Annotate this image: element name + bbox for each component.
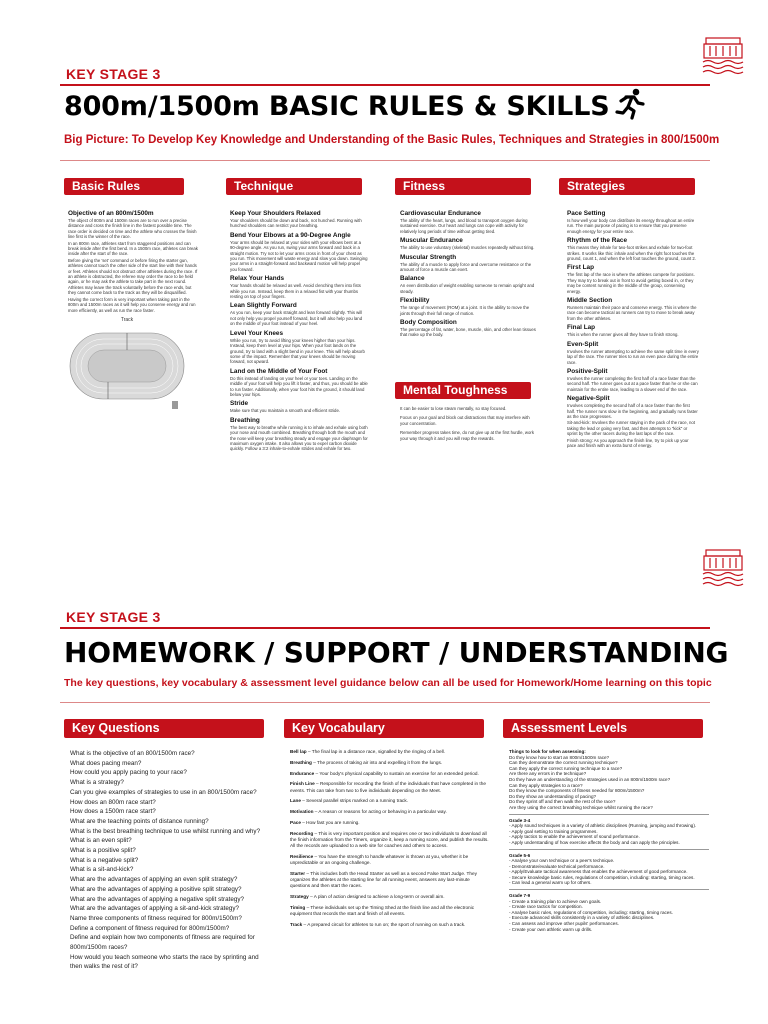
fitness-text: The ability to use voluntary (skeletal) muscles repeatedly without tiring. [400, 245, 535, 251]
vocabulary-item [290, 922, 490, 928]
strategy-text: This is when the runner gives all they have to finish strong. [567, 332, 679, 338]
technique-text: Make sure that you maintain a smooth and efficient stride. [230, 408, 341, 414]
key-question-item: What is the objective of an 800/1500m race? [70, 750, 195, 757]
key-question-item: What is a negative split? [70, 856, 139, 864]
vocabulary-term: Breathing [290, 759, 312, 765]
subtitle-divider [60, 160, 710, 161]
school-crest-icon [700, 36, 746, 78]
mental-toughness-column [400, 406, 536, 445]
key-stage-label-2: KEY STAGE 3 [66, 609, 161, 625]
key-question-item: What are the advantages of applying a negative split strategy? [70, 895, 244, 903]
key-question-item: What is a sit-and-kick? [70, 866, 134, 874]
technique-text: The best way to breathe while running is to inhale and exhale using both your nose and mouth combined. Breathing through both the mouth and the nose will keep your breathing steady and engage your diaphragm for maximum oxygen intake. It also allows you to expel carbon dioxide quickly. Follow a 3:2 inhale-to-exhale strides and exhale for two. [230, 424, 368, 452]
grade-criterion: - Apply goal setting to training programmes. [509, 828, 598, 834]
assessment-check-item: Can they apply strategies to a race? [509, 782, 583, 788]
basic-rules-text: In an 800m race, athletes start from staggered positions and can break inside after the first bend. In a 1500m race, athletes can break inside after the start of the race. [68, 240, 198, 257]
vocabulary-term: Lane [290, 798, 301, 804]
key-question-item: What are the teaching points of distance running? [70, 817, 209, 825]
grade-divider [509, 814, 709, 815]
vocabulary-definition: – The final lap in a distance race, signalled by the ringing of a bell. [306, 749, 445, 754]
assessment-check-item: Are they using the correct breathing technique whilst running the race? [509, 804, 653, 810]
technique-column [230, 207, 368, 453]
strategy-text: Involves the runner attempting to achieve the same split time in every lap of the race. The runner tries to run an even pace during the entire race. [567, 348, 699, 365]
vocabulary-term: Track [290, 921, 303, 927]
vocabulary-definition: – Several parallel strips marked on a running track. [300, 798, 409, 804]
grade-criterion: - Secure knowledge basic rules, regulations of competition, including: starting, timing races. [509, 874, 695, 880]
strategy-heading: Pace Setting [567, 210, 606, 217]
key-question-item: Define a component of fitness required for 800m/1500m? [70, 924, 230, 932]
strategy-text: Runners maintain their pace and conserve energy. This is where the race can become tactical as runners can try to move to break away from the other athletes. [567, 305, 697, 321]
technique-heading: Level Your Knees [230, 329, 284, 337]
vocabulary-term: Strategy [290, 894, 309, 900]
technique-heading: Land on the Middle of Your Foot [230, 367, 328, 375]
vocabulary-definition: – Responsible for recording the finish of the individuals that have completed in the events. This can take from two to five individuals depending on the Meet. [290, 781, 486, 793]
vocabulary-definition: – A reason or reasons for acting or behaving in a particular way. [313, 809, 447, 815]
grade-criterion: - Analyse your own technique or a peer's technique. [509, 858, 615, 864]
vocabulary-term: Timing [290, 904, 306, 910]
strategy-heading: Rhythm of the Race [567, 237, 628, 245]
basic-rules-header: Basic Rules [64, 178, 184, 195]
technique-heading: Stride [230, 400, 249, 408]
fitness-heading: Body Composition [400, 319, 457, 327]
homework-subtitle: The key questions, key vocabulary & assessment level guidance below can all be used for Homework/Home learning on this topic [64, 677, 712, 689]
technique-text: Do this instead of landing on your heel or your toes. Landing on the middle of your foot will help you lift it faster, and thus, you should be able to run faster. Additionally, when your foot hits the ground, it should land below your hips. [230, 375, 368, 397]
technique-heading: Breathing [230, 416, 260, 424]
key-question-item: What are the advantages of applying an even split strategy? [70, 876, 238, 884]
vocabulary-item [290, 871, 490, 890]
fitness-heading: Muscular Strength [400, 253, 457, 261]
strategies-header: Strategies [559, 178, 695, 195]
assessment-check-item: Do they know the components of fitness needed for 800m/1500m? [509, 788, 645, 794]
fitness-text: The range of movement (ROM) at a joint. It is the ability to move the joints through their full range of motion. [400, 305, 530, 316]
key-question-item: Name three components of fitness required for 800m/1500m? [70, 914, 242, 922]
fitness-column [400, 207, 536, 339]
strategies-column [567, 207, 699, 449]
vocabulary-item [290, 781, 490, 793]
vocabulary-item [290, 798, 490, 804]
key-questions-header: Key Questions [64, 719, 264, 738]
basic-rules-text: The object of 800m and 1500m races are to run over a precise distance and cross the finish line in the fastest possible time. The race order is decided on time and the athlete who crosses the finish line first is the winner of the race. [68, 218, 197, 240]
fitness-heading: Muscular Endurance [400, 237, 463, 245]
vocabulary-definition: – These individuals set up the Timing Shed at the finish line and all the electronic equipment that records the start and finish of all events. [290, 904, 475, 917]
vocabulary-term: Pace [290, 819, 301, 825]
mental-toughness-text: It can be easier to lose steam mentally, so stay focused. [400, 406, 507, 411]
assessment-check-item: Are there any errors in the technique? [509, 771, 587, 777]
vocabulary-item [290, 905, 490, 917]
technique-header: Technique [226, 178, 362, 195]
strategy-heading: Positive-Split [567, 367, 608, 375]
grade-divider [509, 849, 709, 850]
runner-icon [615, 88, 645, 120]
strategy-heading: Middle Section [567, 297, 613, 305]
vocabulary-definition: – This is very important position and requires one or two individuals to download all the finish information from the Timers, organize it, keep a running score, and publish the results. All the records are uploaded to a web site for coaches and others to access. [290, 830, 489, 849]
vocabulary-definition: – A plan of action designed to achieve a long-term or overall aim. [308, 894, 445, 900]
fitness-text: The ability of the heart, lungs, and blood to transport oxygen during sustained exercise. Our heart and lungs can cope with activity for relatively long periods of time without getting tired. [400, 218, 528, 234]
vocabulary-term: Bell lap [290, 749, 307, 754]
key-question-item: How does a 1500m race start? [70, 808, 156, 816]
vocabulary-item [290, 760, 490, 766]
mental-toughness-text: Focus on your goal and block out distractions that may interfere with your concentration. [400, 415, 530, 426]
vocabulary-term: Resilience [290, 853, 314, 859]
fitness-text: An even distribution of weight enabling someone to remain upright and steady. [400, 283, 535, 294]
vocabulary-item [290, 749, 490, 755]
vocabulary-definition: – A prepared circuit for athletes to run on; the sport of running on such a track. [302, 921, 466, 927]
technique-heading: Relax Your Hands [230, 275, 285, 283]
grade-criterion: - Apply tactics to enable the achievement of sound performance. [509, 834, 640, 840]
vocabulary-term: Endurance [290, 770, 315, 776]
technique-text: Your shoulders should be down and back, not hunched. Running with hunched shoulders can restrict your breathing. [230, 218, 362, 229]
key-question-item: What are the advantages of applying a sit-and-kick strategy? [70, 905, 240, 913]
basic-rules-text: Before giving the 'set' command or before firing the starter gun, athletes cannot touch the other side of the start line with their hands or feet. Athletes should not obstruct other athletes during the race. If an athlete is obstructed, the referee may order the race to be held again, or he may ask the athlete to take part in the next round. Athletes may leave the track voluntarily before the race ends, but they cannot come back to the track as they will be disqualified. [68, 257, 198, 296]
technique-text: As you run, keep your back straight and lean forward slightly. This will not only help you propel yourself forward, but it will also help you land on the middle of your foot instead of your heel. [230, 310, 363, 327]
grade-divider [509, 889, 709, 890]
vocabulary-term: Recording [290, 830, 314, 836]
school-crest-icon-2 [700, 548, 746, 590]
vocabulary-item [290, 809, 490, 815]
big-picture-subtitle: Big Picture: To Develop Key Knowledge and Understanding of the Basic Rules, Techniques and Strategies in 800/1500m [64, 134, 720, 146]
basic-rules-heading: Objective of an 800m/1500m [68, 210, 154, 217]
grade-heading: Grade 3-4 [509, 817, 531, 823]
basic-rules-column [68, 207, 200, 417]
track-label: Track [120, 316, 134, 323]
strategy-heading: First Lap [567, 264, 594, 272]
fitness-text: The ability of a muscle to apply force and overcome resistance or the amount of force a muscle can exert. [400, 261, 532, 273]
assessment-check-item: Can they apply the correct running technique to a race? [509, 765, 623, 771]
key-question-item: What is the best breathing technique to use whilst running and why? [70, 827, 261, 835]
key-question-item: What is a positive split? [70, 847, 136, 855]
assessment-intro: Things to look for when assessing: [509, 749, 586, 754]
grade-heading: Grade 5-6 [509, 852, 531, 858]
strategy-text: Involves the runner completing the first half of a race faster than the second half. The runner goes out at a pace faster than he or she can maintain for the entire race, leading to a slower end of the race. [567, 375, 698, 392]
header-divider [60, 84, 710, 86]
strategy-heading: Final Lap [567, 324, 596, 332]
fitness-heading: Flexibility [400, 297, 430, 305]
key-question-item: Define and explain how two components of fitness are required for 800m/1500m races? [70, 934, 255, 952]
assessment-check-item: Do they know how to start an 800m/1500m race? [509, 754, 610, 760]
vocabulary-definition: – How fast you are running. [300, 819, 360, 825]
grade-criterion: - Create a training plan to achieve own goals. [509, 898, 602, 904]
track-diagram [68, 317, 186, 417]
vocabulary-term: Finish Line [290, 781, 315, 787]
strategy-text: Involves completing the second half of a race faster than the first half. The runner runs slow in the beginning, and gradually runs faster as the race progresses. [567, 403, 698, 419]
grade-criterion: - Can assess and improve other pupils' performances. [509, 921, 619, 927]
homework-subtitle-divider [60, 702, 710, 703]
mental-toughness-text: Remember progress takes time, do not give up at the first hurdle, work your way through it and you will reap the rewards. [400, 430, 534, 441]
vocabulary-definition: – This includes both the Head Starter as well as a second False Start Judge. They organizes the athletes at the starting line for all running event, answers any last-minute questions and then start the races. [290, 870, 477, 889]
basic-rules-text: Having the correct form is very important when taking part in the 800m and 1500m races as it will help you conserve energy and run more efficiently, as well as run the race faster. [68, 296, 196, 313]
technique-heading: Lean Slightly Forward [230, 302, 297, 310]
key-vocabulary-header: Key Vocabulary [284, 719, 484, 738]
page-title: 800m/1500m BASIC RULES & SKILLS [64, 91, 610, 122]
key-question-item: How could you apply pacing to your race? [70, 769, 187, 777]
strategy-text: The first lap of the race is where the athletes compete for positions. They may try to break out in front to avoid getting boxed in, or they may be content running in the middle of the group, conserving energy. [567, 272, 695, 294]
vocabulary-item [290, 831, 490, 850]
vocabulary-definition: – The process of taking air into and expelling it from the lungs. [311, 759, 443, 765]
vocabulary-item [290, 820, 490, 826]
assessment-check-item: Do they have an understanding of the strategies used in an 800m/1500m race? [509, 776, 671, 782]
fitness-text: The percentage of fat, water, bone, muscle, skin, and other lean tissues that make up the body. [400, 327, 536, 338]
strategy-text: Is how well your body can distribute its energy throughout an entire run. The main purpose of pacing is to ensure that you preserve enough energy for your entire race. [567, 218, 695, 234]
vocabulary-definition: – Your body's physical capability to sustain an exercise for an extended period. [314, 770, 479, 776]
vocabulary-item [290, 894, 490, 900]
technique-text: While you run, try to avoid lifting your knees higher than your hips. Instead, keep them level at your hips. When your foot lands on the ground, try to land with a slight bend in your knee. This will help absorb some of the impact. Remember that your knees should be moving forward, not upward. [230, 337, 365, 365]
technique-heading: Bend Your Elbows at a 90-Degree Angle [230, 231, 351, 239]
assessment-check-item: Do they show an understanding of pacing? [509, 793, 597, 799]
technique-text: Your arms should be relaxed at your sides with your elbows bent at a 90-degree angle. As you run, swing your arms forward and back in a straight motion. Try not to let your arms cross in front of your chest as you run. This movement will waste energy and slow you down. Swinging your arms in a straight-forward and backward motion will help propel you forward. [230, 239, 368, 272]
fitness-heading: Balance [400, 275, 425, 283]
vocabulary-item [290, 854, 490, 866]
grade-criterion: - Apply understanding of how exercise affects the body and can apply the principles. [509, 839, 680, 845]
key-questions-list [70, 749, 270, 972]
header-divider-2 [60, 627, 710, 629]
key-question-item: What is a strategy? [70, 779, 124, 787]
grade-heading: Grade 7-9 [509, 893, 531, 899]
grade-criterion: - Create race tactics for competition. [509, 904, 583, 910]
technique-heading: Keep Your Shoulders Relaxed [230, 210, 321, 217]
track-illustration [68, 325, 186, 415]
assessment-levels-list [509, 749, 709, 932]
key-question-item: Can you give examples of strategies to use in an 800/1500m race? [70, 788, 257, 796]
strategy-heading: Negative-Split [567, 395, 610, 403]
grade-criterion: - Create your own athletic warm up drills. [509, 926, 593, 932]
strategy-text: Finish strong: As you approach the finish line, try to pick up your pace and finish with an extra burst of energy. [567, 437, 689, 448]
assessment-levels-header: Assessment Levels [503, 719, 703, 738]
vocabulary-item [290, 771, 490, 777]
grade-criterion: - Apply/Evaluate tactical awareness that enables the achievement of good performance. [509, 869, 688, 875]
grade-criterion: - Apply sound techniques in a variety of athletic disciplines (Running, jumping and throwing). [509, 823, 697, 829]
key-stage-label: KEY STAGE 3 [66, 66, 161, 82]
key-question-item: How would you teach someone who starts the race by sprinting and then walks the rest of it? [70, 953, 259, 971]
strategy-text: This means they inhale for two-foot strikes and exhale for two-foot strikes. It works like this: inhale and when the right foot touches the ground, count 1, and when the left foot touches the ground, count 2. [567, 245, 696, 262]
technique-text: Your hands should be relaxed as well. Avoid clenching them into fists while you run. Instead, keep them in a relaxed fist with your thumbs resting on top of your fingers. [230, 283, 361, 300]
vocabulary-definition: – You have the strength to handle whatever is thrown at you, whether it be unpredictable or an ongoing challenge. [290, 853, 469, 866]
key-question-item: What is an even split? [70, 837, 132, 845]
fitness-heading: Cardiovascular Endurance [400, 210, 481, 217]
vocabulary-term: Motivation [290, 809, 314, 815]
key-question-item: How does an 800m race start? [70, 798, 156, 806]
vocabulary-term: Starter [290, 870, 306, 876]
strategy-heading: Even-Split [567, 340, 599, 348]
fitness-header: Fitness [395, 178, 531, 195]
grade-criterion: - Demonstrate/evaluate technical performance. [509, 863, 605, 869]
assessment-check-item: Can they demonstrate the correct running technique? [509, 760, 618, 766]
grade-criterion: - Can lead a general warm up for others. [509, 880, 592, 886]
grade-criterion: - Analyse basic rules, regulations of competition, including: starting, timing races. [509, 909, 673, 915]
key-question-item: What does pacing mean? [70, 759, 142, 767]
mental-toughness-header: Mental Toughness [395, 382, 531, 399]
key-vocabulary-list [290, 749, 490, 933]
strategy-text: Sit-and-kick: Involves the runner staying in the pack of the race, not taking the lead or going very fast, and then attempts to "kick" or sprint by the other racers during the last laps of the race. [567, 420, 696, 437]
homework-title: HOMEWORK / SUPPORT / UNDERSTANDING [64, 636, 729, 669]
grade-criterion: - Execute advanced skills consistently in a variety of athletic disciplines. [509, 915, 655, 921]
assessment-check-item: Do they sprint off and then walk the rest of the race? [509, 799, 616, 805]
key-question-item: What are the advantages of applying a positive split strategy? [70, 885, 242, 893]
